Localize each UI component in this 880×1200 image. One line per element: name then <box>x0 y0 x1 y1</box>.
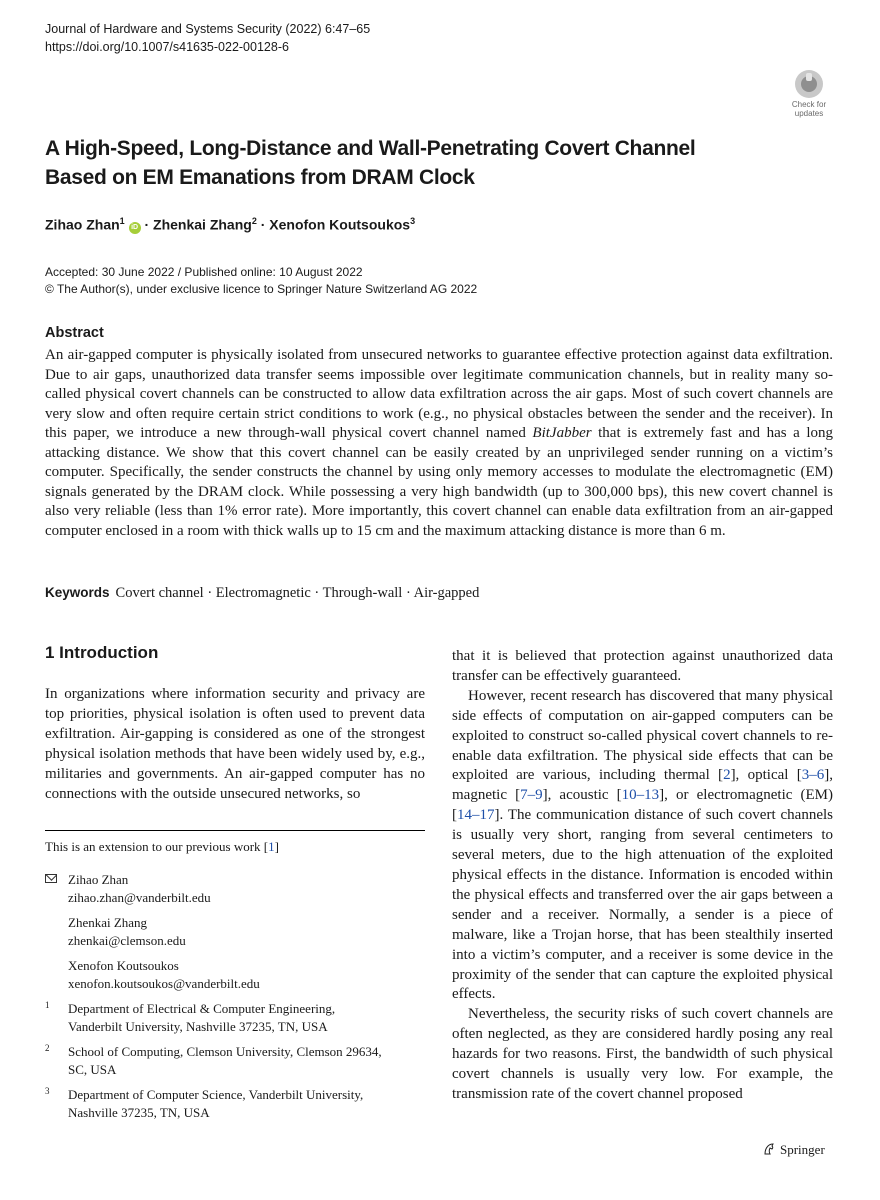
copyright-notice: © The Author(s), under exclusive licence to Springer Nature Switzerland AG 2022 <box>45 282 478 296</box>
contact-email[interactable]: zhenkai@clemson.edu <box>68 932 186 948</box>
right-column <box>452 647 833 1105</box>
affiliation-number: 3 <box>45 1086 50 1096</box>
citation-link[interactable]: 2 <box>723 767 731 784</box>
contact-email[interactable]: xenofon.koutsoukos@vanderbilt.edu <box>68 975 260 991</box>
publisher-name: Springer <box>780 1142 825 1157</box>
citation-link[interactable]: 10–13 <box>621 787 660 804</box>
citation-link[interactable]: 1 <box>268 839 275 854</box>
extension-footnote: This is an extension to our previous work [1] <box>45 839 279 854</box>
left-column <box>45 685 425 804</box>
intro-paragraph: that it is believed that protection against unauthorized data transfer can be effectively guaranteed. <box>452 648 833 684</box>
abstract-heading: Abstract <box>45 325 104 341</box>
keywords <box>45 585 479 602</box>
author-name: Zhenkai Zhang <box>153 216 252 233</box>
affiliation-entry: 1 Department of Electrical & Computer Engineering, Vanderbilt University, Nashville 37235, TN, USA <box>45 1000 435 1035</box>
paper-title: A High-Speed, Long-Distance and Wall-Penetrating Covert Channel Based on EM Emanations from DRAM Clock <box>45 137 696 189</box>
orcid-icon[interactable]: iD <box>129 222 141 234</box>
check-for-updates-icon <box>795 70 823 98</box>
accepted-published-dates: Accepted: 30 June 2022 / Published online: 10 August 2022 <box>45 265 363 279</box>
contact-email[interactable]: zihao.zhan@vanderbilt.edu <box>68 889 211 905</box>
intro-paragraph: In organizations where information security and privacy are top priorities, physical isolation is often used to prevent data exfiltration. Air-gapping is considered as one of the strongest physical isolation methods that have been widely used by, e.g., militaries and governments. An air-gapped computer has no connections with the outside unsecured networks, so <box>45 686 425 802</box>
author-affiliation-sup: 3 <box>410 216 416 226</box>
journal-header <box>45 20 370 56</box>
contact-entry <box>45 914 435 949</box>
affiliation-number: 1 <box>45 1000 50 1010</box>
springer-horse-icon <box>762 1142 776 1156</box>
author-name: Xenofon Koutsoukos <box>269 216 411 233</box>
keywords-text: Covert channel · Electromagnetic · Through-wall · Air-gapped <box>115 585 480 601</box>
section-heading: 1 Introduction <box>45 643 159 662</box>
author-affiliation-sup: 2 <box>251 216 257 226</box>
intro-paragraph: However, recent research has discovered that many physical side effects of computation on air-gapped computers can be exploited to construct so-called physical covert channels to re-enable data exfiltration. The physical side effects that can be exploited are various, including thermal [2], optical [3–6], magnetic [7–9], acoustic [10–13], or electromagnetic (EM) [14–17]. The communication distance of such covert channels is usually very short, ranging from several centimeters to several meters, due to the high attenuation of the exploited physical effects in the distance. Information is encoded within the physical effects and transferred over the air gaps between a sender and a receiver. Normally, a sender is a piece of malware, like a Trojan horse, that has been stealthily inserted into a victim’s computer, and a receiver is some device in the proximity of the sender that can capture the exploited physical effects. <box>452 687 833 1003</box>
footnote-divider <box>45 830 425 831</box>
keywords-label: Keywords <box>45 585 110 600</box>
author-affiliation-sup: 1 <box>119 216 125 226</box>
intro-paragraph: Nevertheless, the security risks of such covert channels are often neglected, as they are considered hardly posing any real hazards for two reasons. First, the bandwidth of such physical covert channels is usually very low. For example, the transmission rate of the covert channel proposed <box>452 1006 833 1102</box>
citation-link[interactable]: 7–9 <box>520 787 543 804</box>
doi-link[interactable]: https://doi.org/10.1007/s41635-022-00128-6 <box>45 40 289 54</box>
affiliation-entry: 2 School of Computing, Clemson University, Clemson 29634, SC, USA <box>45 1043 435 1078</box>
publication-dates <box>45 264 477 298</box>
publisher-logo <box>762 1142 825 1158</box>
citation-link[interactable]: 3–6 <box>801 767 825 784</box>
contact-name: Zihao Zhan <box>68 872 129 887</box>
journal-citation: Journal of Hardware and Systems Security (2022) 6:47–65 <box>45 22 371 36</box>
affiliation-number: 2 <box>45 1043 50 1053</box>
author-name: Zihao Zhan <box>45 216 120 233</box>
contact-name: Zhenkai Zhang <box>68 915 148 930</box>
author-list <box>45 216 415 234</box>
contact-name: Xenofon Koutsoukos <box>68 958 179 973</box>
contact-entry <box>45 871 435 906</box>
envelope-icon <box>45 874 57 883</box>
author-separator: · <box>140 216 154 233</box>
author-separator: · <box>256 216 270 233</box>
affiliation-entry: 3 Department of Computer Science, Vanderbilt University, Nashville 37235, TN, USA <box>45 1086 435 1121</box>
author-contacts <box>45 871 435 1121</box>
contact-entry <box>45 957 435 992</box>
citation-link[interactable]: 14–17 <box>457 807 495 824</box>
check-for-updates-badge[interactable] <box>786 70 832 120</box>
system-name: BitJabber <box>532 425 592 441</box>
check-for-updates-label: Check for updates <box>791 100 827 118</box>
abstract-text: An air-gapped computer is physically isolated from unsecured networks to guarantee effective protection against data exfiltration. Due to air gaps, unauthorized data transfer seems impossible over legitimate communication channels, but in reality many so-called physical covert channels can be constructed to allow data exfiltration across the air gaps. Most of such covert channels are very slow and often require certain strict conditions to work (e.g., no physical obstacles between the sender and the receiver). In this paper, we introduce a new through-wall physical covert channel named BitJabber that is extremely fast and has a long attacking distance. We show that this covert channel can be easily created by an unprivileged sender running on a victim’s computer. Specifically, the sender constructs the channel by using only memory accesses to modulate the electromagnetic (EM) signals generated by the DRAM clock. While possessing a very high bandwidth (up to 300,000 bps), this new covert channel is also very reliable (less than 1% error rate). More importantly, this covert channel can enable data exfiltration from an air-gapped computer enclosed in a room with thick walls up to 15 cm and the maximum attacking distance is more than 6 m. <box>45 347 833 539</box>
